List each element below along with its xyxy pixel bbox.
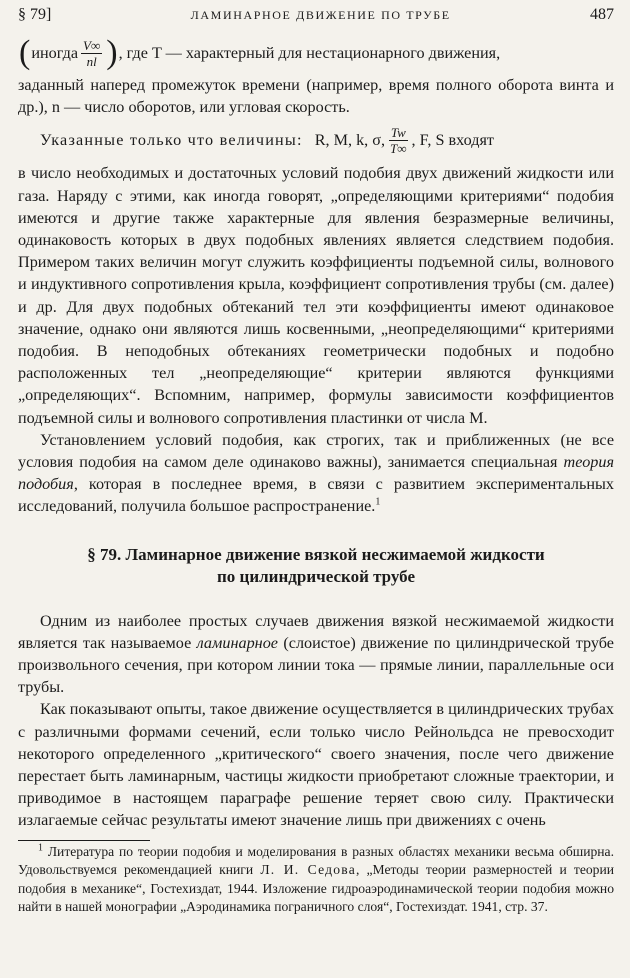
intro-continuation: заданный наперед промежуток времени (например, время полного оборота винта и др.), n — число оборотов, или угловая скорость.: [18, 76, 614, 117]
velocity-fraction-numerator: V∞: [83, 37, 101, 53]
experiments-paragraph: Как показывают опыты, такое движение осуществляется в цилиндрических трубах с различными формами сечений, если только число Рейнольдса не превосходит некоторого определенного „критического“ своего значения, после чего движение перестает быть ламинарным, частицы жидкости приобретают сложные траектории, и приводимое в настоящем параграфе решение теряет свою силу. Практически излагаемые сейчас результаты имеют значение лишь при движениях с очень: [18, 700, 614, 830]
temperature-ratio-denominator: T∞: [390, 140, 407, 156]
p2-text-b: , которая в последнее время, в связи с развитием экспериментальных исследований, получила большое распространение.: [18, 475, 614, 516]
footnote-author: Л. И. Седова: [260, 862, 356, 878]
footnote-text-a: Литература по теории подобия и моделирования в разных областях механики весьма обширна. Удовольствуемся рекомендацией книги: [18, 843, 614, 878]
quantities-tail: , F, S входят: [411, 130, 494, 149]
close-paren: ): [106, 34, 118, 71]
intro-word: иногда: [31, 43, 79, 62]
section-heading: [18, 544, 614, 588]
open-paren: (: [19, 34, 31, 71]
p3-italic-term: ламинарное: [196, 633, 278, 652]
footnote-mark: 1: [38, 842, 43, 854]
p3-text-a: Одним из наиболее простых случаев движения вязкой несжимаемой жидкости является так называемое: [18, 611, 614, 652]
section-heading-line1: § 79. Ламинарное движение вязкой несжимаемой жидкости: [87, 544, 545, 564]
footnote-divider: [18, 840, 150, 841]
p2-text-a: Установлением условий подобия, как строгих, так и приближенных (не все условия подобия на самом деле одинаково важны), занимается специальная: [18, 430, 614, 472]
p2-italic-term: теория подобия: [18, 453, 614, 494]
running-head: [18, 6, 614, 32]
page-number: 487: [589, 6, 614, 23]
quantities-lead: Указанные только что величины:: [40, 130, 303, 149]
temperature-ratio-fraction: [388, 125, 409, 156]
laminar-intro-paragraph: [18, 610, 614, 699]
velocity-fraction: [81, 38, 102, 69]
footnote-reference[interactable]: 1: [375, 497, 381, 509]
running-head-section: § 79]: [18, 6, 52, 23]
intro-formula-line: [18, 32, 614, 74]
temperature-ratio-numerator: Tw: [390, 124, 406, 140]
p3-text-b: (слоистое) движение по цилиндрической трубе произвольного сечения, при котором линии тока — прямые линии, параллельные оси трубы.: [18, 633, 614, 697]
book-page: [18, 6, 614, 917]
footnote-text-b: , „Методы теории размерностей и теории подобия в механике“, Гостехиздат, 1944. Изложение гидроаэродинамической теории подобия можно найти в нашей монографии „Аэродинамика пограничного слоя“, Гостехиздат. 1941, стр. 37.: [18, 862, 615, 915]
quantities-list: R, M, k, σ,: [314, 130, 386, 149]
velocity-fraction-denominator: nl: [86, 53, 97, 69]
intro-line-rest: , где T — характерный для нестационарного движения,: [118, 43, 501, 62]
running-head-title: ЛАМИНАРНОЕ ДВИЖЕНИЕ ПО ТРУБЕ: [190, 8, 451, 22]
section-heading-line2: по цилиндрической трубе: [217, 566, 415, 586]
similarity-paragraph: в число необходимых и достаточных условий подобия двух движений жидкости или газа. Наряду с этими, как иногда говорят, „определяющими критериями“ подобия имеются и другие также характерные для явления безразмерные величины, одинаковость которых в двух подобных явлениях является следствием подобия. Примером таких величин могут служить коэффициенты подъемной силы, волнового и индуктивного сопротивления крыла, коэффициент сопротивления трубы (см. далее) и др. Для двух подобных обтеканий тел эти коэффициенты имеют одинаковое значение, однако они являются лишь косвенными, „неопределяющими“ критериями подобия. В неподобных обтеканиях геометрически подобных и подобно расположенных тел „неопределяющие“ критерии являются функциями „определяющих“. Вспомним, например, формулы зависимости коэффициентов подъемной силы и волнового сопротивления пластинки от числа M.: [18, 164, 614, 427]
footnote: [18, 843, 614, 917]
quantities-line: [18, 118, 614, 162]
similarity-theory-paragraph: [18, 429, 614, 518]
